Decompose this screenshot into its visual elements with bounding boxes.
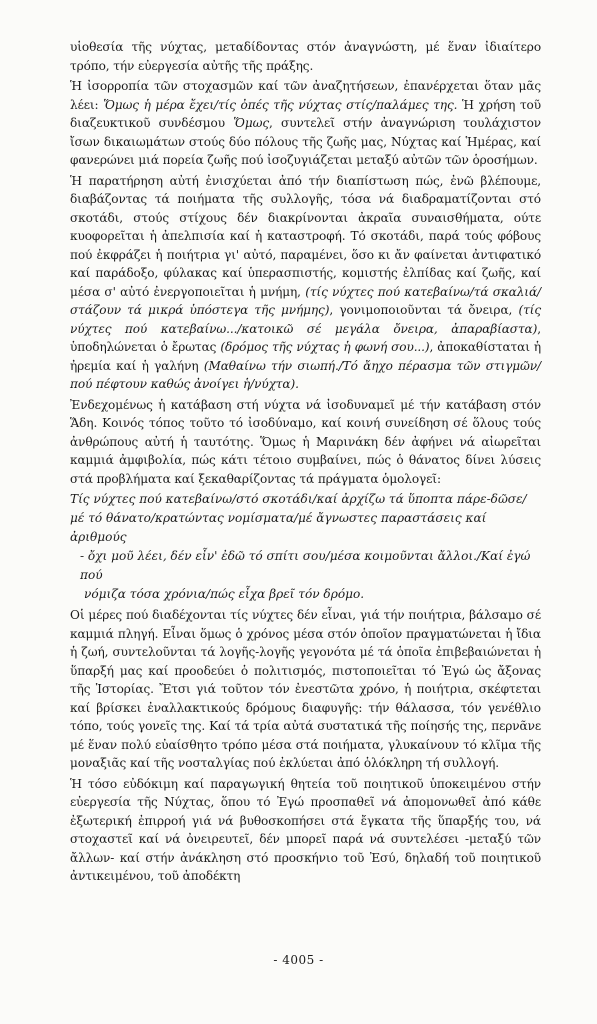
paragraph: [70, 172, 541, 394]
italic-quote: (δρόμος τῆς νύχτας ἡ φωνή σου...): [220, 340, 430, 354]
italic-quote: (Μαθαίνω τήν σιωπή./Τό ἄηχο πέρασμα τῶν στιγμῶν/πού πέφτουν καθώς ἀνοίγει ἡ/νύχτα).: [70, 358, 542, 391]
text-run: Ἡ τόσο εὐδόκιμη καί παραγωγική θητεία τοῦ ποιητικοῦ ὑποκειμένου στήν εὐεργεσία τῆς Νύχτας, ὅπου τό Ἐγώ προσπαθεῖ νά ἀπομονωθεῖ ἀπό κάθε ἐξωτερική ἐπιρροή γιά νά βυθοσκοπήσει στά ἔγκατα τῆς ὕπαρξής του, νά στοχαστεῖ καί νά ὀνειρευτεῖ, δέν μπορεῖ παρά νά συντελέσει -μεταξύ τῶν ἄλλων- καί στήν ἀνάκληση στό προσκήνιο τοῦ Ἐσύ, δηλαδή τοῦ ποιητικοῦ ἀντικειμένου, τοῦ ἀποδέκτη: [70, 776, 541, 883]
paragraph: [70, 775, 541, 886]
poem-quotation: [70, 490, 541, 604]
poem-line: μέ τό θάνατο/κρατώντας νομίσματα/μέ ἄγνωστες παραστάσεις καί ἀριθμούς: [70, 511, 487, 544]
paragraph: [70, 77, 541, 170]
text-run: , ὑποδηλώνεται ὁ ἔρωτας: [70, 321, 541, 354]
paragraph: [70, 606, 541, 773]
body-text-top: [70, 38, 541, 488]
paragraph: [70, 38, 541, 75]
body-text-bottom: [70, 606, 541, 886]
text-run: , ἀποκαθίσταται ἡ ἠρεμία καί ἡ γαλήνη: [70, 340, 541, 373]
italic-quote: (τίς νύχτες πού κατεβαίνω/τά σκαλιά/στάζουν τά μικρά ὑπόστεγα τῆς μνήμης): [70, 284, 541, 317]
italic-quote: Ὅμως ἡ μέρα ἔχει/τίς ὀπές τῆς νύχτας στίς/παλάμες της.: [103, 97, 458, 112]
text-run: Ἡ χρήση τοῦ διαζευκτικοῦ συνδέσμου: [70, 97, 541, 130]
italic-quote: Ὅμως: [233, 116, 270, 130]
text-run: , συντελεῖ στήν ἀναγνώριση τουλάχιστον ἴσων δικαιωμάτων στούς δύο πόλους τῆς ζωῆς μας, Νύχτας καί Ἡμέρας, καί φανερώνει μιά πορεία ζωῆς πού ἰσοζυγιάζεται μεταξύ αὐτῶν τῶν ὁροσήμων.: [70, 116, 542, 167]
text-run: Ἡ παρατήρηση αὐτή ἐνισχύεται ἀπό τήν διαπίστωση πώς, ἐνῶ βλέπουμε, διαβάζοντας τά ποιήματα τῆς συλλογῆς, τόσα νά διαδραματίζονται στό σκοτάδι, στούς στίχους δέν διακρίνονται ἀκραῖα συναισθήματα, ούτε κυοφορεῖται ἡ ἀπελπισία καί ἡ καταστροφή. Τό σκοτάδι, παρά τούς φόβους πού ἐκφράζει ἡ ποιήτρια γι' αὐτό, παραμένει, ὅσο κι ἄν φαίνεται ἀντιφατικό καί παράδοξο, φύλακας καί ὑπερασπιστής, κομιστής ἐλπίδας καί ζωῆς, καί μέσα σ' αὐτό ἐνεργοποιεῖται ἡ μνήμη,: [70, 173, 541, 299]
paragraph: [70, 396, 541, 489]
text-run: υἱοθεσία τῆς νύχτας, μεταδίδοντας στόν ἀναγνώστη, μέ ἕναν ἰδιαίτερο τρόπο, τήν εὐεργεσία αὐτῆς τῆς πράξης.: [70, 40, 541, 73]
poem-line: νόμιζα τόσα χρόνια/πώς εἶχα βρεῖ τόν δρόμο.: [84, 587, 365, 601]
text-run: Οἱ μέρες πού διαδέχονται τίς νύχτες δέν εἶναι, γιά τήν ποιήτρια, βάλσαμο σέ καμμιά πληγή. Εἶναι ὅμως ὁ χρόνος μέσα στόν ὁποῖον πραγματώνεται ἡ ἴδια ἡ ζωή, συντελοῦνται τά λογῆς-λογῆς γεγονότα μέ τά ὁποῖα ἐπιβεβαιώνεται ἡ ὕπαρξή μας καί προοδεύει ὁ πολιτισμός, πιστοποιεῖται τό Ἐγώ ὡς ἄξονας τῆς Ἱστορίας. Ἔτσι γιά τοῦτον τόν ἐνεστῶτα χρόνο, ἡ ποιήτρια, σκέφτεται καί βρίσκει ἐναλλακτικούς δρόμους διαφυγῆς: τήν θάλασσα, τόν γενέθλιο τόπο, τούς γονεῖς της. Καί τά τρία αὐτά συστατικά τῆς ποίησής της, περνᾶνε μέ ἕναν πολύ εὐαίσθητο τρόπο μέσα στά ποιήματα, γλυκαίνουν τό κλῖμα τῆς μοναξιᾶς καί τῆς νοσταλγίας πού ἐκλύεται ἀπό ὁλόκληρη τή συλλογή.: [70, 608, 541, 770]
italic-quote: (τίς νύχτες πού κατεβαίνω.../κατοικῶ σέ μεγάλα ὄνειρα, ἀπαραβίαστα): [70, 303, 541, 336]
text-run: , γονιμοποιοῦνται τά ὄνειρα,: [329, 303, 519, 317]
poem-line: - ὄχι μοῦ λέει, δέν εἶν' ἐδῶ τό σπίτι σου/μέσα κοιμοῦνται ἄλλοι./Καί ἐγώ πού: [80, 549, 531, 582]
poem-line: Τίς νύχτες πού κατεβαίνω/στό σκοτάδι/καί ἀρχίζω τά ὕποπτα πάρε-δῶσε/: [70, 492, 527, 506]
text-run: Ἡ ἰσορροπία τῶν στοχασμῶν καί τῶν ἀναζητήσεων, ἐπανέρχεται ὅταν μᾶς λέει:: [70, 79, 541, 112]
page-number: - 4005 -: [273, 953, 324, 967]
text-run: Ἐνδεχομένως ἡ κατάβαση στή νύχτα νά ἰσοδυναμεῖ μέ τήν κατάβαση στόν Ἅδη. Κοινός τόπος τοῦτο τό ἰσοδύναμο, καί κοινή συνείδηση σέ ὅλους τούς ἀνθρώπους αὐτή ἡ ταυτότης. Ὅμως ἡ Μαρινάκη δέν ἀφήνει νά αἰωρεῖται καμμιά ἀμφιβολία, πώς κάτι τέτοιο συμβαίνει, πώς ὁ θάνατος δίνει λύσεις στά προβλήματα καί ξεκαθαρίζοντας τά πράγματα ὁμολογεῖ:: [70, 397, 541, 486]
